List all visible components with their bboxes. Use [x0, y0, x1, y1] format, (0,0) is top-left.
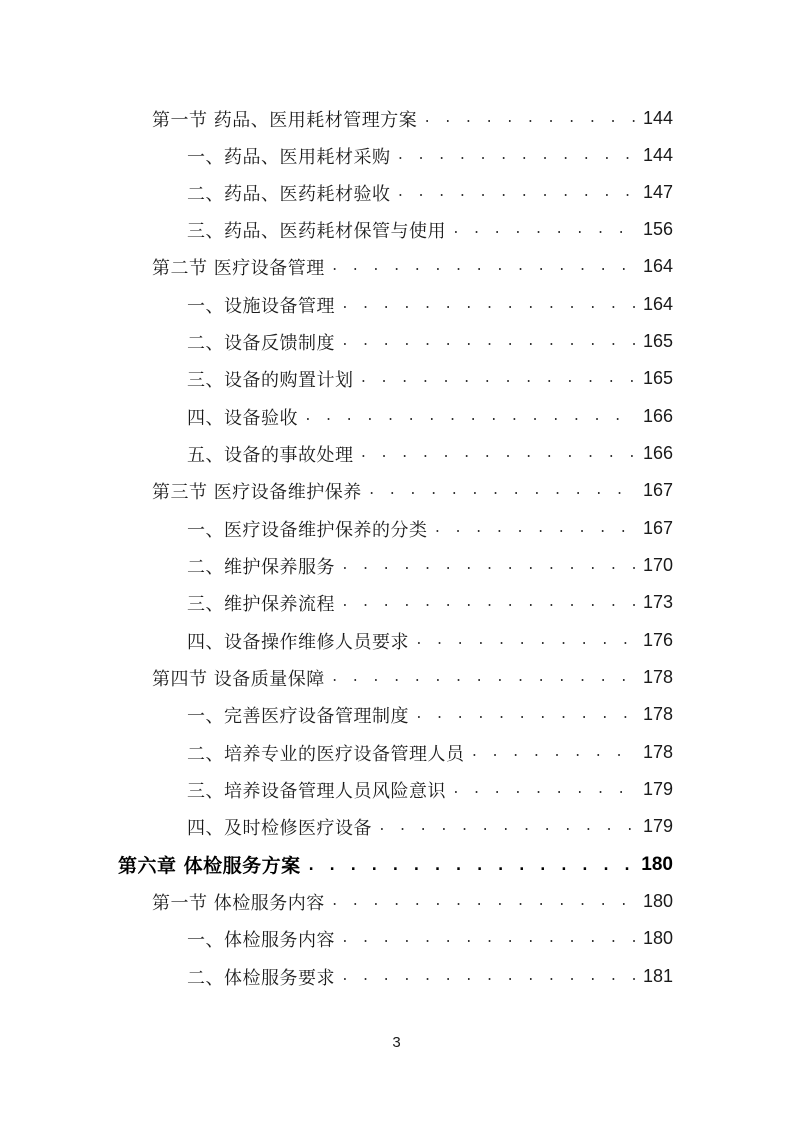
toc-entry[interactable] — [187, 547, 673, 584]
toc-entry-page: 179 — [642, 779, 673, 799]
toc-entry-title: 第六章 体检服务方案 — [118, 855, 301, 877]
toc-entry-title: 二、药品、医药耗材验收 — [187, 183, 391, 205]
dot-leader — [341, 558, 637, 573]
toc-entry[interactable] — [187, 622, 673, 659]
toc-entry-title: 一、体检服务内容 — [187, 929, 335, 951]
toc-entry-title: 二、体检服务要求 — [187, 967, 335, 989]
dot-leader — [341, 969, 637, 984]
toc-entry[interactable] — [187, 435, 673, 472]
dot-leader — [341, 297, 637, 312]
toc-entry[interactable] — [152, 659, 673, 696]
toc-entry-title: 一、完善医疗设备管理制度 — [187, 705, 409, 727]
toc-entry-title: 第一节 药品、医用耗材管理方案 — [152, 109, 418, 131]
toc-entry[interactable] — [187, 584, 673, 621]
dot-leader — [415, 707, 637, 722]
toc-entry-title: 第一节 体检服务内容 — [152, 892, 325, 914]
dot-leader — [415, 633, 637, 648]
dot-leader — [307, 856, 636, 874]
toc-entry[interactable] — [187, 920, 673, 957]
dot-leader — [471, 745, 637, 760]
toc-entry[interactable] — [187, 958, 673, 995]
toc-entry-title: 二、设备反馈制度 — [187, 332, 335, 354]
toc-entry-page: 164 — [642, 256, 673, 276]
toc-chapter-entry[interactable] — [118, 846, 673, 883]
toc-entry-page: 166 — [642, 443, 673, 463]
dot-leader — [434, 521, 637, 536]
toc-entry-page: 181 — [642, 966, 673, 986]
toc-entry-page: 165 — [642, 331, 673, 351]
toc-entry-page: 156 — [642, 219, 673, 239]
toc-entry-title: 一、药品、医用耗材采购 — [187, 146, 391, 168]
toc-entry-page: 167 — [642, 480, 673, 500]
dot-leader — [331, 894, 637, 909]
toc-entry[interactable] — [152, 472, 673, 509]
toc-entry-page: 179 — [642, 816, 673, 836]
toc-entry-title: 二、维护保养服务 — [187, 556, 335, 578]
toc-entry-title: 三、维护保养流程 — [187, 593, 335, 615]
toc-entry-title: 第三节 医疗设备维护保养 — [152, 481, 362, 503]
toc-entry-page: 166 — [642, 406, 673, 426]
toc-entry-title: 四、设备操作维修人员要求 — [187, 631, 409, 653]
toc-entry[interactable] — [187, 398, 673, 435]
toc-entry-page: 180 — [642, 928, 673, 948]
dot-leader — [423, 111, 637, 126]
toc-entry-page: 170 — [642, 555, 673, 575]
toc-entry[interactable] — [152, 883, 673, 920]
toc-entry[interactable] — [187, 734, 673, 771]
toc-entry-page: 144 — [642, 145, 673, 165]
toc-entry-title: 五、设备的事故处理 — [187, 444, 354, 466]
toc-entry-page: 167 — [642, 518, 673, 538]
toc-entry[interactable] — [187, 771, 673, 808]
toc-entry[interactable] — [187, 808, 673, 845]
dot-leader — [368, 483, 637, 498]
toc-entry-page: 178 — [642, 742, 673, 762]
dot-leader — [378, 819, 637, 834]
toc-entry-title: 一、医疗设备维护保养的分类 — [187, 519, 428, 541]
toc-entry-page: 147 — [642, 182, 673, 202]
toc-entry[interactable] — [187, 323, 673, 360]
toc-entry-page: 180 — [642, 891, 673, 911]
toc-entry[interactable] — [187, 211, 673, 248]
toc-entry[interactable] — [187, 510, 673, 547]
toc-entry-title: 四、及时检修医疗设备 — [187, 817, 372, 839]
dot-leader — [397, 148, 637, 163]
toc-entry-page: 144 — [642, 108, 673, 128]
dot-leader — [360, 371, 637, 386]
toc-entry-title: 三、设备的购置计划 — [187, 369, 354, 391]
toc-entry-title: 第四节 设备质量保障 — [152, 668, 325, 690]
dot-leader — [304, 409, 637, 424]
dot-leader — [341, 931, 637, 946]
dot-leader — [397, 185, 637, 200]
toc-entry-page: 164 — [642, 294, 673, 314]
dot-leader — [452, 782, 637, 797]
page-number: 3 — [392, 1034, 401, 1051]
dot-leader — [452, 222, 637, 237]
toc-entry-page: 180 — [641, 853, 673, 875]
toc-entry[interactable] — [152, 100, 673, 137]
dot-leader — [331, 670, 637, 685]
toc-entry[interactable] — [187, 360, 673, 397]
toc-entry[interactable] — [187, 174, 673, 211]
toc-entry-page: 165 — [642, 368, 673, 388]
toc-entry-title: 三、药品、医药耗材保管与使用 — [187, 220, 446, 242]
toc-entry-page: 176 — [642, 630, 673, 650]
toc-entry-page: 178 — [642, 704, 673, 724]
dot-leader — [341, 595, 637, 610]
toc-entry-title: 四、设备验收 — [187, 407, 298, 429]
toc-entry-title: 第二节 医疗设备管理 — [152, 257, 325, 279]
dot-leader — [331, 259, 637, 274]
toc-entry-page: 178 — [642, 667, 673, 687]
toc-entry-page: 173 — [642, 592, 673, 612]
toc-entry[interactable] — [187, 696, 673, 733]
dot-leader — [360, 446, 637, 461]
toc-entry-title: 二、培养专业的医疗设备管理人员 — [187, 743, 465, 765]
toc-entry-title: 一、设施设备管理 — [187, 295, 335, 317]
dot-leader — [341, 334, 637, 349]
toc-entry[interactable] — [187, 286, 673, 323]
toc-entry-title: 三、培养设备管理人员风险意识 — [187, 780, 446, 802]
toc-entry[interactable] — [152, 248, 673, 285]
toc-entry[interactable] — [187, 137, 673, 174]
